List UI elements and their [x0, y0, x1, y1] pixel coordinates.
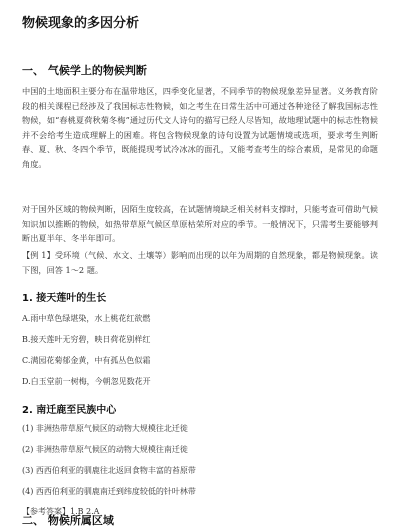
question-2-option-2: (2) 非洲热带草原气候区的动物大规模往南迁徙 — [22, 445, 188, 454]
example-1-text: 【例 1】受环境（气候、水文、土壤等）影响而出现的以年为周期的自然现象，都是物候现象。读下图，回答 1～2 题。 — [22, 250, 378, 275]
section-1-heading: 一、 气候学上的物候判断 — [22, 64, 147, 77]
question-1-option-a: A.雨中草色绿堪染，水上桃花红欲燃 — [22, 314, 151, 323]
question-1-heading: 1. 接天莲叶的生长 — [22, 293, 107, 304]
reference-answer: 【参考答案】1.B 2.A — [22, 507, 100, 516]
question-2-heading: 2. 南迁鹿至民族中心 — [22, 405, 117, 416]
document-title: 物候现象的多因分析 — [22, 16, 140, 31]
question-1-option-d: D.白玉堂前一树梅，今朝忽见数花开 — [22, 377, 151, 386]
section-2-heading: 二、 物候所属区域 — [22, 514, 114, 527]
question-1-option-b: B.接天莲叶无穷碧，映日荷花别样红 — [22, 335, 151, 344]
question-2-option-1: (1) 非洲热带草原气候区的动物大规模往北迁徙 — [22, 424, 188, 433]
question-2-option-3: (3) 西西伯利亚的驯鹿往北返回食物丰富的苔原带 — [22, 466, 196, 475]
section-1-paragraph-1: 中国的土地面积主要分布在温带地区，四季变化显著，不同季节的物候现象差异显著。义务教育阶段的相关课程已经涉及了我国标志性物候，如之考生在日常生活中可通过各种途径了解我国标志性物候，如“春桃夏荷秋菊冬梅”通过历代文人诗句的描写已经人尽皆知，故地理试题中的标志性物候并不会给考生造成理解上的困难。将包含物候现象的诗句设置为试题情境或选项，要求考生判断春、夏、秋、冬四个季节，既能提现考试冷冰冰的面孔，又能考查考生的综合素质，是常见的命题角度。 — [22, 86, 378, 169]
section-1-paragraph-2: 对于国外区域的物候判断，因陌生度较高，在试题情境缺乏相关材料支撑时，只能考查可借助气候知识加以推断的物候，如热带草原气候区草原枯荣所对应的季节。一般情况下，只需考生要能够判断出夏半年、冬半年即可。 — [22, 204, 378, 243]
question-2-option-4: (4) 西西伯利亚的驯鹿南迁到纬度较低的针叶林带 — [22, 487, 196, 496]
question-1-option-c: C.满园花菊郁金黄，中有孤丛色似霜 — [22, 356, 151, 365]
